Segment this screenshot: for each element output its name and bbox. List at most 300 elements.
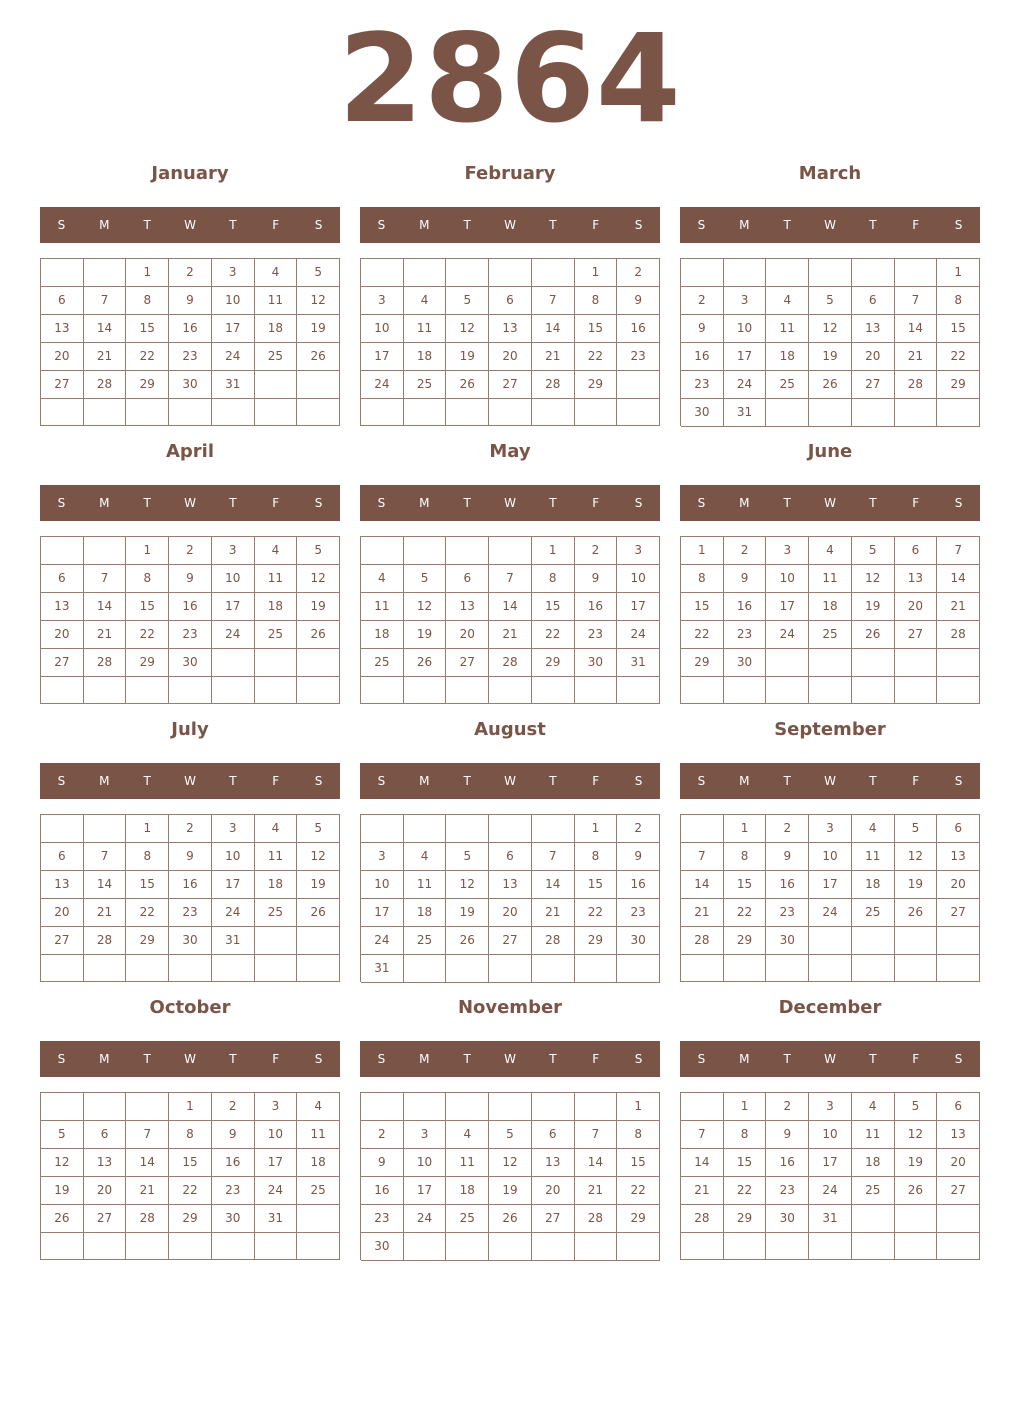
empty-day-cell [937, 955, 980, 982]
day-cell: 13 [41, 315, 84, 343]
weekday-label: F [592, 496, 600, 510]
day-cell: 21 [575, 1177, 618, 1205]
day-cell: 20 [489, 343, 532, 371]
day-cell: 27 [895, 621, 938, 649]
empty-day-cell [41, 677, 84, 704]
month-name: May [489, 441, 531, 462]
day-grid [40, 258, 340, 426]
day-cell: 28 [84, 649, 127, 677]
empty-day-cell [681, 677, 724, 704]
weekday-label: M [99, 496, 110, 510]
day-cell: 29 [681, 649, 724, 677]
empty-day-cell [489, 1093, 532, 1121]
day-cell: 15 [681, 593, 724, 621]
day-cell: 1 [724, 815, 767, 843]
day-grid [680, 258, 980, 426]
day-cell: 29 [724, 927, 767, 955]
day-cell: 21 [681, 899, 724, 927]
weekday-label: F [272, 218, 280, 232]
empty-day-cell [895, 955, 938, 982]
day-cell: 2 [617, 815, 660, 843]
empty-day-cell [404, 955, 447, 983]
day-cell: 29 [575, 927, 618, 955]
day-cell: 10 [766, 565, 809, 593]
day-cell: 20 [852, 343, 895, 371]
day-cell: 5 [297, 259, 340, 287]
empty-day-cell [361, 399, 404, 426]
day-cell: 4 [809, 537, 852, 565]
month-name: January [151, 163, 229, 184]
weekday-label: S [634, 218, 643, 232]
day-cell: 7 [489, 565, 532, 593]
weekday-label: M [739, 774, 750, 788]
day-cell: 28 [532, 371, 575, 399]
weekday-label: T [549, 496, 557, 510]
day-cell: 3 [766, 537, 809, 565]
day-cell: 22 [681, 621, 724, 649]
day-cell: 11 [852, 1121, 895, 1149]
day-cell: 8 [532, 565, 575, 593]
weekday-label: F [912, 496, 920, 510]
day-cell: 14 [895, 315, 938, 343]
empty-day-cell [575, 1093, 618, 1121]
day-cell: 5 [809, 287, 852, 315]
day-cell: 2 [766, 815, 809, 843]
empty-day-cell [255, 1233, 298, 1260]
day-cell: 30 [169, 927, 212, 955]
day-cell: 27 [937, 1177, 980, 1205]
day-cell: 7 [84, 287, 127, 315]
day-grid [40, 536, 340, 704]
day-cell: 30 [212, 1205, 255, 1233]
weekday-label: F [912, 774, 920, 788]
day-cell: 25 [809, 621, 852, 649]
empty-day-cell [766, 955, 809, 982]
day-cell: 14 [126, 1149, 169, 1177]
day-cell: 2 [169, 537, 212, 565]
day-cell: 20 [41, 899, 84, 927]
day-cell: 21 [532, 899, 575, 927]
weekday-label: F [592, 1052, 600, 1066]
weekday-label: T [783, 496, 791, 510]
day-cell: 2 [361, 1121, 404, 1149]
weekday-label: W [184, 1052, 196, 1066]
day-cell: 22 [937, 343, 980, 371]
day-cell: 7 [84, 565, 127, 593]
day-cell: 23 [361, 1205, 404, 1233]
empty-day-cell [852, 259, 895, 287]
weekday-label: S [954, 218, 963, 232]
day-cell: 6 [84, 1121, 127, 1149]
day-cell: 24 [255, 1177, 298, 1205]
day-cell: 7 [937, 537, 980, 565]
day-cell: 13 [895, 565, 938, 593]
weekday-label: M [419, 218, 430, 232]
day-cell: 22 [126, 621, 169, 649]
day-cell: 25 [361, 649, 404, 677]
weekday-label: W [184, 774, 196, 788]
day-cell: 23 [681, 371, 724, 399]
weekday-label: S [57, 496, 66, 510]
month-name: November [457, 997, 563, 1018]
empty-day-cell [489, 677, 532, 704]
day-cell: 27 [937, 899, 980, 927]
weekday-label: W [824, 218, 836, 232]
day-cell: 19 [446, 343, 489, 371]
day-cell: 1 [532, 537, 575, 565]
day-cell: 24 [361, 371, 404, 399]
day-cell: 4 [404, 843, 447, 871]
empty-day-cell [255, 371, 298, 399]
day-cell: 27 [532, 1205, 575, 1233]
weekday-label: T [783, 774, 791, 788]
day-cell: 9 [617, 287, 660, 315]
day-cell: 15 [724, 1149, 767, 1177]
day-grid [40, 1092, 340, 1260]
day-cell: 8 [617, 1121, 660, 1149]
day-cell: 9 [766, 843, 809, 871]
day-cell: 2 [766, 1093, 809, 1121]
weekday-label: M [739, 218, 750, 232]
day-cell: 21 [84, 621, 127, 649]
day-cell: 20 [84, 1177, 127, 1205]
day-cell: 18 [361, 621, 404, 649]
empty-day-cell [126, 1093, 169, 1121]
weekday-label: S [314, 774, 323, 788]
day-cell: 6 [852, 287, 895, 315]
day-cell: 9 [766, 1121, 809, 1149]
day-cell: 21 [489, 621, 532, 649]
day-cell: 28 [126, 1205, 169, 1233]
day-cell: 5 [852, 537, 895, 565]
day-cell: 3 [212, 815, 255, 843]
day-cell: 1 [126, 259, 169, 287]
weekday-label: W [504, 218, 516, 232]
weekday-label: T [143, 496, 151, 510]
empty-day-cell [41, 1093, 84, 1121]
day-cell: 20 [937, 871, 980, 899]
day-cell: 21 [126, 1177, 169, 1205]
empty-day-cell [404, 259, 447, 287]
day-cell: 16 [575, 593, 618, 621]
day-cell: 14 [532, 871, 575, 899]
empty-day-cell [489, 259, 532, 287]
day-cell: 26 [297, 343, 340, 371]
weekday-label: M [99, 1052, 110, 1066]
day-cell: 16 [169, 871, 212, 899]
weekday-label: W [504, 1052, 516, 1066]
day-cell: 7 [532, 843, 575, 871]
empty-day-cell [532, 815, 575, 843]
day-cell: 18 [446, 1177, 489, 1205]
day-cell: 9 [361, 1149, 404, 1177]
empty-day-cell [937, 677, 980, 704]
empty-day-cell [404, 537, 447, 565]
day-cell: 10 [255, 1121, 298, 1149]
day-cell: 12 [489, 1149, 532, 1177]
weekday-label: T [869, 774, 877, 788]
weekday-label: T [463, 218, 471, 232]
day-cell: 29 [169, 1205, 212, 1233]
day-cell: 28 [84, 371, 127, 399]
day-cell: 12 [446, 871, 489, 899]
day-cell: 21 [895, 343, 938, 371]
day-cell: 26 [489, 1205, 532, 1233]
day-cell: 19 [297, 315, 340, 343]
day-cell: 12 [895, 1121, 938, 1149]
empty-day-cell [489, 815, 532, 843]
empty-day-cell [617, 677, 660, 704]
day-cell: 29 [126, 371, 169, 399]
empty-day-cell [895, 677, 938, 704]
day-cell: 20 [895, 593, 938, 621]
day-cell: 24 [617, 621, 660, 649]
empty-day-cell [297, 955, 340, 982]
weekday-header [680, 763, 980, 799]
empty-day-cell [809, 1233, 852, 1260]
day-cell: 19 [404, 621, 447, 649]
empty-day-cell [84, 537, 127, 565]
day-cell: 5 [446, 287, 489, 315]
day-cell: 29 [724, 1205, 767, 1233]
day-cell: 21 [84, 343, 127, 371]
month-name: December [778, 997, 882, 1018]
day-cell: 9 [724, 565, 767, 593]
day-cell: 4 [404, 287, 447, 315]
day-cell: 29 [617, 1205, 660, 1233]
day-cell: 18 [255, 315, 298, 343]
empty-day-cell [212, 677, 255, 704]
day-cell: 31 [212, 927, 255, 955]
weekday-label: M [739, 1052, 750, 1066]
weekday-label: T [143, 1052, 151, 1066]
empty-day-cell [169, 955, 212, 982]
empty-day-cell [766, 677, 809, 704]
day-grid [680, 536, 980, 704]
empty-day-cell [852, 1205, 895, 1233]
day-cell: 11 [255, 843, 298, 871]
day-cell: 24 [809, 899, 852, 927]
empty-day-cell [169, 399, 212, 426]
empty-day-cell [766, 1233, 809, 1260]
empty-day-cell [766, 259, 809, 287]
day-cell: 3 [724, 287, 767, 315]
weekday-header [40, 485, 340, 521]
day-cell: 2 [169, 815, 212, 843]
empty-day-cell [532, 259, 575, 287]
empty-day-cell [361, 259, 404, 287]
empty-day-cell [126, 399, 169, 426]
empty-day-cell [446, 537, 489, 565]
empty-day-cell [84, 955, 127, 982]
day-cell: 15 [169, 1149, 212, 1177]
day-cell: 3 [255, 1093, 298, 1121]
empty-day-cell [617, 1233, 660, 1261]
weekday-label: S [954, 496, 963, 510]
day-cell: 16 [724, 593, 767, 621]
weekday-label: S [57, 1052, 66, 1066]
month-name: September [774, 719, 886, 740]
day-cell: 24 [212, 899, 255, 927]
day-cell: 4 [297, 1093, 340, 1121]
day-cell: 12 [446, 315, 489, 343]
weekday-header [360, 485, 660, 521]
day-cell: 24 [766, 621, 809, 649]
day-cell: 5 [489, 1121, 532, 1149]
day-cell: 18 [809, 593, 852, 621]
day-cell: 19 [297, 871, 340, 899]
day-cell: 26 [446, 371, 489, 399]
day-cell: 5 [895, 815, 938, 843]
day-cell: 5 [404, 565, 447, 593]
empty-day-cell [446, 677, 489, 704]
day-cell: 12 [297, 843, 340, 871]
empty-day-cell [575, 955, 618, 983]
month-name: August [474, 719, 546, 740]
day-cell: 4 [255, 815, 298, 843]
day-cell: 1 [724, 1093, 767, 1121]
weekday-label: T [229, 496, 237, 510]
day-cell: 17 [809, 871, 852, 899]
empty-day-cell [84, 399, 127, 426]
empty-day-cell [297, 649, 340, 677]
day-cell: 17 [361, 899, 404, 927]
day-cell: 23 [169, 899, 212, 927]
empty-day-cell [126, 677, 169, 704]
empty-day-cell [212, 399, 255, 426]
empty-day-cell [532, 1233, 575, 1261]
day-cell: 23 [766, 1177, 809, 1205]
empty-day-cell [297, 371, 340, 399]
empty-day-cell [852, 927, 895, 955]
month-name: July [171, 719, 209, 740]
day-cell: 15 [575, 315, 618, 343]
day-cell: 12 [41, 1149, 84, 1177]
day-cell: 8 [126, 843, 169, 871]
day-cell: 18 [255, 871, 298, 899]
day-cell: 3 [361, 287, 404, 315]
day-cell: 12 [297, 287, 340, 315]
weekday-label: T [549, 1052, 557, 1066]
empty-day-cell [681, 1233, 724, 1260]
empty-day-cell [446, 1233, 489, 1261]
day-cell: 26 [446, 927, 489, 955]
weekday-label: S [634, 496, 643, 510]
empty-day-cell [255, 927, 298, 955]
day-cell: 22 [575, 899, 618, 927]
weekday-header [680, 1041, 980, 1077]
day-cell: 17 [212, 593, 255, 621]
day-cell: 25 [255, 621, 298, 649]
day-cell: 15 [126, 593, 169, 621]
empty-day-cell [809, 927, 852, 955]
empty-day-cell [41, 955, 84, 982]
empty-day-cell [446, 815, 489, 843]
weekday-label: F [272, 1052, 280, 1066]
empty-day-cell [895, 1233, 938, 1260]
empty-day-cell [724, 677, 767, 704]
day-cell: 30 [681, 399, 724, 427]
day-cell: 7 [895, 287, 938, 315]
day-cell: 26 [297, 899, 340, 927]
day-cell: 19 [852, 593, 895, 621]
day-cell: 26 [852, 621, 895, 649]
day-grid [360, 1092, 660, 1260]
weekday-label: W [824, 496, 836, 510]
empty-day-cell [937, 1205, 980, 1233]
day-cell: 30 [169, 371, 212, 399]
day-cell: 27 [852, 371, 895, 399]
day-cell: 13 [446, 593, 489, 621]
day-cell: 16 [617, 871, 660, 899]
day-cell: 23 [617, 899, 660, 927]
weekday-label: S [634, 1052, 643, 1066]
day-cell: 16 [169, 593, 212, 621]
empty-day-cell [895, 259, 938, 287]
day-cell: 16 [681, 343, 724, 371]
day-cell: 14 [84, 593, 127, 621]
day-cell: 9 [681, 315, 724, 343]
empty-day-cell [532, 677, 575, 704]
day-cell: 3 [212, 537, 255, 565]
day-cell: 11 [255, 565, 298, 593]
weekday-label: S [314, 496, 323, 510]
day-cell: 2 [212, 1093, 255, 1121]
weekday-label: T [869, 218, 877, 232]
day-cell: 21 [937, 593, 980, 621]
day-cell: 1 [126, 815, 169, 843]
weekday-label: S [954, 774, 963, 788]
weekday-label: T [869, 496, 877, 510]
day-cell: 30 [169, 649, 212, 677]
day-cell: 23 [766, 899, 809, 927]
day-cell: 17 [255, 1149, 298, 1177]
day-cell: 16 [361, 1177, 404, 1205]
weekday-header [40, 763, 340, 799]
empty-day-cell [852, 677, 895, 704]
weekday-label: M [419, 496, 430, 510]
empty-day-cell [297, 1233, 340, 1260]
day-cell: 8 [575, 287, 618, 315]
day-cell: 24 [809, 1177, 852, 1205]
day-cell: 12 [297, 565, 340, 593]
day-cell: 11 [809, 565, 852, 593]
day-cell: 11 [404, 871, 447, 899]
day-cell: 4 [766, 287, 809, 315]
weekday-label: T [783, 1052, 791, 1066]
day-grid [360, 258, 660, 426]
day-cell: 25 [766, 371, 809, 399]
weekday-header [680, 485, 980, 521]
day-cell: 22 [724, 1177, 767, 1205]
empty-day-cell [84, 815, 127, 843]
empty-day-cell [84, 259, 127, 287]
empty-day-cell [41, 815, 84, 843]
weekday-label: S [314, 1052, 323, 1066]
empty-day-cell [404, 1093, 447, 1121]
day-cell: 22 [724, 899, 767, 927]
empty-day-cell [84, 677, 127, 704]
day-cell: 17 [766, 593, 809, 621]
day-cell: 17 [212, 871, 255, 899]
empty-day-cell [617, 399, 660, 426]
day-cell: 23 [212, 1177, 255, 1205]
day-cell: 29 [532, 649, 575, 677]
empty-day-cell [895, 399, 938, 427]
day-cell: 8 [724, 1121, 767, 1149]
day-cell: 4 [361, 565, 404, 593]
day-cell: 16 [169, 315, 212, 343]
